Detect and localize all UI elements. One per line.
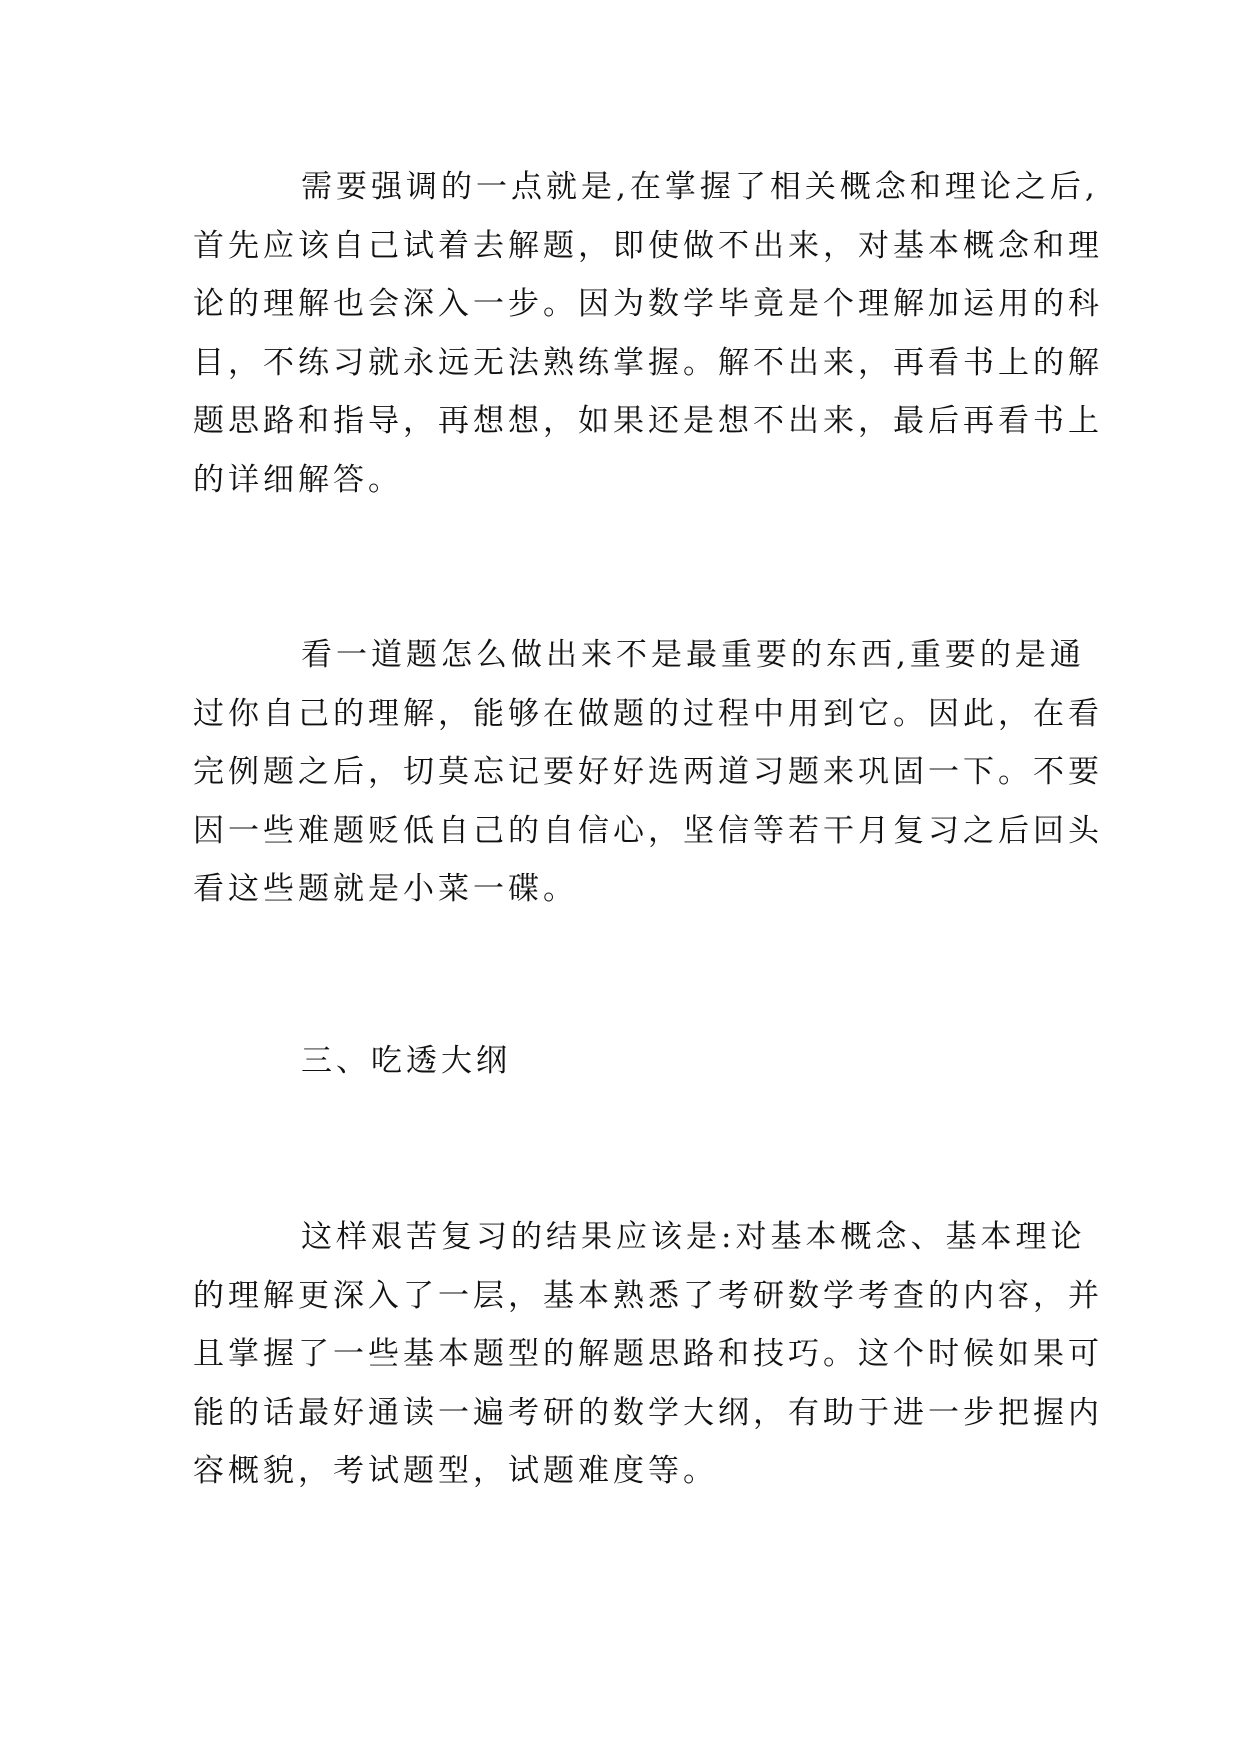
paragraph-line: 因一些难题贬低自己的自信心，坚信等若干月复习之后回头 [193,812,1103,849]
paragraph-2 [193,626,1103,919]
paragraph-line: 看这些题就是小菜一碟。 [193,871,578,907]
paragraph-1 [193,158,1103,509]
paragraph-line: 的详细解答。 [193,461,403,498]
paragraph-line: 能的话最好通读一遍考研的数学大纲，有助于进一步把握内 [193,1394,1103,1431]
paragraph-line: 看一道题怎么做出来不是最重要的东西,重要的是通 [301,637,1085,673]
paragraph-line: 需要强调的一点就是,在掌握了相关概念和理论之后, [301,169,1099,205]
paragraph-line: 题思路和指导，再想想，如果还是想不出来，最后再看书上 [193,403,1103,439]
paragraph-line: 完例题之后，切莫忘记要好好选两道习题来巩固一下。不要 [193,754,1103,790]
paragraph-line: 首先应该自己试着去解题，即使做不出来，对基本概念和理 [193,227,1103,264]
paragraph-line: 过你自己的理解，能够在做题的过程中用到它。因此，在看 [193,695,1103,732]
paragraph-line: 的理解更深入了一层，基本熟悉了考研数学考查的内容，并 [193,1277,1103,1314]
section-heading [193,1032,1053,1091]
paragraph-line: 目，不练习就永远无法熟练掌握。解不出来，再看书上的解 [193,344,1103,381]
paragraph-line: 且掌握了一些基本题型的解题思路和技巧。这个时候如果可 [193,1336,1103,1372]
paragraph-line: 论的理解也会深入一步。因为数学毕竟是个理解加运用的科 [193,286,1103,322]
paragraph-3 [193,1208,1103,1501]
paragraph-line: 这样艰苦复习的结果应该是:对基本概念、基本理论 [301,1219,1086,1255]
section-heading-text: 三、吃透大纲 [301,1043,511,1079]
paragraph-line: 容概貌，考试题型，试题难度等。 [193,1453,718,1489]
